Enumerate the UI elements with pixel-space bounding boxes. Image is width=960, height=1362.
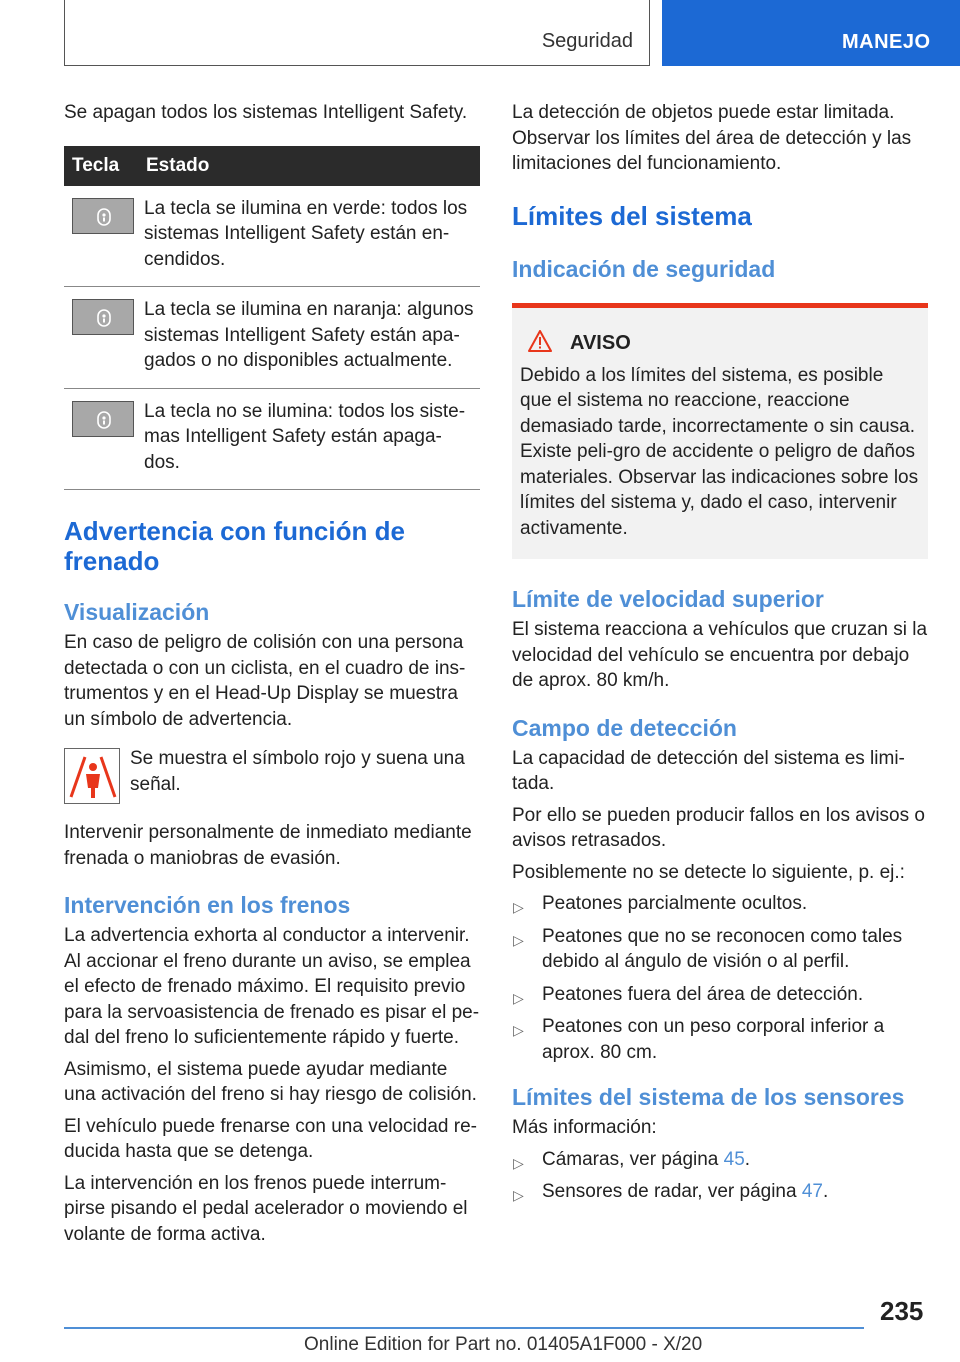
detection-field-text-1: La capacidad de detección del sistema es limi‐tada. [512,747,905,794]
right-column [512,100,928,1212]
list-item: ▷ Peatones parcialmente ocultos. [512,891,928,917]
list-item: ▷ Cámaras, ver página 45. [512,1147,928,1173]
bullet-triangle-icon: ▷ [513,989,524,1006]
heading-system-limits: Límites del sistema [512,200,752,231]
table-row [64,388,480,490]
brake-text-1: La advertencia exhorta al conductor a intervenir. Al accionar el freno durante un aviso, se emplea el efecto de frenado máximo. El requisito previo para la servoasistencia de frenado es pisar el pe‐dal del freno lo suficientemente rápido y fuerte. [64,925,480,1048]
detection-intro-text: La detección de objetos puede estar limitada. Observar los límites del área de detección y las limitaciones del funcionamiento. [512,102,912,174]
table-cell-state: La tecla no se ilumina: todos los siste‐mas Intelligent Safety están apaga‐dos. [142,388,480,490]
intelligent-safety-button-icon [72,401,134,437]
table-cell-icon [64,388,142,490]
intro-text: Se apagan todos los sistemas Intelligent Safety. [64,102,468,123]
heading-detection-field: Campo de detección [512,714,737,741]
notice-box [512,303,928,560]
heading-safety-note: Indicación de seguridad [512,255,776,282]
heading-braking-warning: Advertencia con función de frenado [64,516,405,576]
pedestrian-warning-icon [64,748,120,804]
table-header-key: Tecla [64,146,142,186]
footer-divider [64,1327,864,1329]
table-row [64,186,480,287]
left-column [64,100,480,1253]
table-row [64,287,480,389]
table-header-state: Estado [142,146,480,186]
notice-text: Debido a los límites del sistema, es posible que el sistema no reaccione, reaccione demasiado tarde, incorrectamente o sin causa. Existe peli‐gro de accidente o peligro de daños materiales. Observar las indicaciones sobre los límites del sistema y, dado el caso, intervenir activamente. [520,364,919,539]
list-item: ▷ Sensores de radar, ver página 47. [512,1179,928,1205]
header-chapter-tab[interactable] [662,0,960,66]
display-text: En caso de peligro de colisión con una persona detectada o con un ciclista, en el cuadro de ins‐trumentos y en el Head-Up Display se muestra un símbolo de advertencia. [64,632,466,730]
bullet-triangle-icon: ▷ [513,899,524,915]
detection-field-text-2: Por ello se pueden producir fallos en los avisos o avisos retrasados. [512,804,925,851]
table-cell-state: La tecla se ilumina en verde: todos los sistemas Intelligent Safety están en‐cendidos. [142,186,480,287]
brake-text-2: Asimismo, el sistema puede ayudar mediante una activación del freno si hay riesgo de colisión. [64,1058,477,1105]
table-cell-icon [64,186,142,287]
list-item: ▷ Peatones fuera del área de detección. [512,982,928,1008]
warning-symbol-text: Se muestra el símbolo rojo y suena una señal. [130,748,465,795]
bullet-triangle-icon: ▷ [513,931,524,948]
notice-title: AVISO [570,331,631,354]
intelligent-safety-button-icon [72,198,134,234]
header-section-box [64,0,650,66]
notice-header [520,330,920,357]
bullet-triangle-icon: ▷ [513,1022,524,1038]
detection-field-text-3: Posiblemente no se detecte lo siguiente, p. ej.: [512,861,905,883]
table-cell-icon [64,287,142,389]
bullet-triangle-icon: ▷ [513,1187,524,1203]
more-info-text: Más información: [512,1117,657,1138]
heading-upper-speed-limit: Límite de velocidad superior [512,586,824,612]
camera-page-link[interactable]: 45 [723,1148,745,1170]
header-chapter-title: MANEJO [842,31,931,53]
brake-text-3: El vehículo puede frenarse con una velocidad re‐ducida hasta que se detenga. [64,1115,477,1162]
table-header-row [64,146,480,186]
warning-symbol-block [64,746,480,806]
page-number: 235 [880,1296,924,1326]
heading-brake-intervention: Intervención en los frenos [64,892,351,918]
heading-sensor-limits: Límites del sistema de los sensores [512,1084,905,1110]
list-item: ▷ Peatones que no se reconocen como tales debido al ángulo de visión o al perfil. [513,925,903,972]
heading-display: Visualización [64,599,210,625]
list-item: ▷ Peatones con un peso corporal inferior a aprox. 80 cm. [513,1016,885,1063]
table-cell-state: La tecla se ilumina en naranja: algunos sistemas Intelligent Safety están apa‐gados o no disponibles actualmente. [142,287,480,389]
header-section-title: Seguridad [541,30,633,52]
intervene-text: Intervenir personalmente de inmediato mediante frenada o maniobras de evasión. [64,822,472,869]
brake-text-4: La intervención en los frenos puede interrum‐pirse pisando el pedal acelerador o moviendo el volante de forma activa. [64,1172,468,1245]
bullet-triangle-icon: ▷ [513,1154,524,1171]
radar-page-link[interactable]: 47 [801,1181,823,1202]
detection-limits-list [512,891,928,1065]
speed-limit-text: El sistema reacciona a vehículos que cruzan si la velocidad del vehículo se encuentra por debajo de aprox. 80 km/h. [512,619,928,691]
sensor-links-list [512,1147,928,1205]
intelligent-safety-button-icon [72,299,134,335]
key-state-table [64,146,480,491]
edition-text: Online Edition for Part no. 01405A1F000 - X/20 [304,1334,703,1355]
warning-triangle-icon [528,330,552,357]
